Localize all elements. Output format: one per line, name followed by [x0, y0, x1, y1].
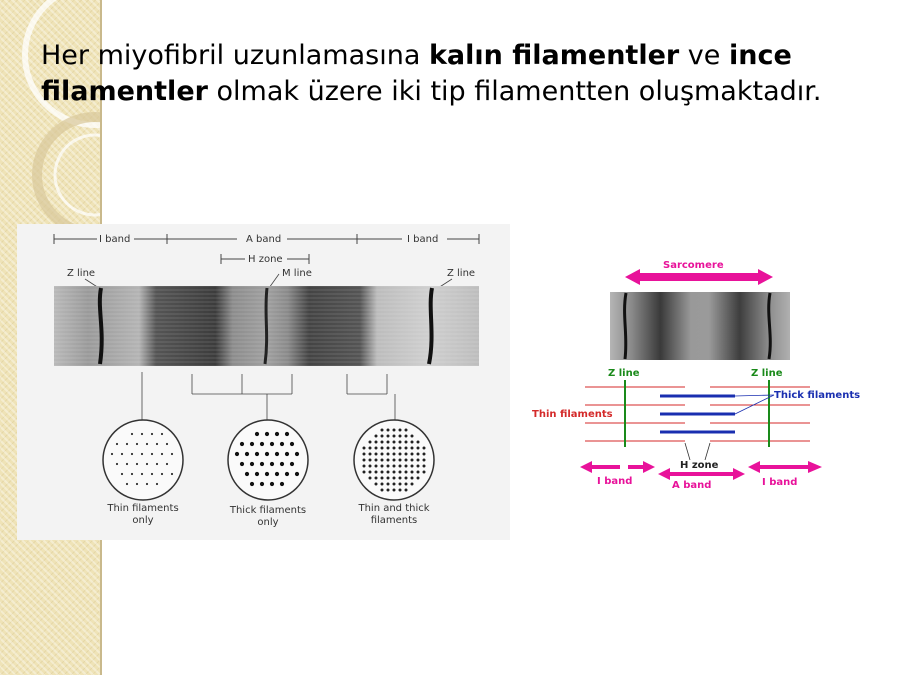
filament-dot: [393, 483, 396, 486]
filament-dot: [387, 465, 390, 468]
filament-dot: [369, 471, 372, 474]
filament-dot: [405, 471, 408, 474]
filament-dot: [275, 452, 279, 456]
filament-dot: [265, 452, 269, 456]
filament-dot: [375, 435, 378, 438]
filament-dot: [280, 482, 284, 486]
filament-dot: [369, 447, 372, 450]
filament-dot: [255, 432, 259, 436]
title-part-bold: ince filamentler: [41, 40, 792, 107]
filament-dot: [131, 453, 133, 455]
filament-dot: [161, 433, 163, 435]
filament-dot: [417, 459, 420, 462]
filament-dot: [270, 442, 274, 446]
filament-dot: [250, 482, 254, 486]
filament-dot: [375, 447, 378, 450]
filament-dot: [411, 477, 414, 480]
filament-dot: [423, 447, 426, 450]
filament-dot: [250, 462, 254, 466]
filament-dot: [136, 483, 138, 485]
filament-dot: [363, 453, 366, 456]
z-line-right-mark: [429, 288, 432, 364]
filament-dot: [141, 433, 143, 435]
filament-dot: [417, 447, 420, 450]
filament-dot: [387, 489, 390, 492]
filament-dot: [381, 459, 384, 462]
sarcomere-schematic-figure: [530, 255, 870, 495]
filament-dot: [423, 471, 426, 474]
filament-dot: [393, 465, 396, 468]
cross-section-thick: [228, 420, 308, 500]
filament-dot: [417, 453, 420, 456]
filament-dot: [245, 452, 249, 456]
filament-dot: [387, 447, 390, 450]
filament-dot: [270, 482, 274, 486]
i-band-left-label: I band: [99, 234, 131, 245]
filament-dot: [405, 447, 408, 450]
filament-dot: [146, 463, 148, 465]
h-zone-label: H zone: [680, 460, 719, 471]
filament-dot: [381, 447, 384, 450]
filament-dot: [399, 489, 402, 492]
filament-dot: [141, 453, 143, 455]
filament-dot: [136, 443, 138, 445]
filament-dot: [387, 471, 390, 474]
filament-dot: [161, 453, 163, 455]
title-part: ve: [679, 40, 729, 71]
filament-dot: [399, 459, 402, 462]
filament-dot: [375, 471, 378, 474]
filament-dot: [381, 429, 384, 432]
filament-dot: [151, 453, 153, 455]
filament-dot: [151, 433, 153, 435]
filament-dot: [405, 441, 408, 444]
schematic-drawing: [530, 255, 870, 495]
filament-dot: [280, 462, 284, 466]
filament-dot: [285, 452, 289, 456]
filament-dot: [146, 443, 148, 445]
filament-dot: [399, 447, 402, 450]
cross-section-thick-label-1: Thick filaments: [229, 505, 307, 516]
schematic-micrograph: [610, 292, 790, 360]
m-line-mark: [265, 288, 267, 364]
title-part: Her miyofibril uzunlamasına: [41, 40, 429, 71]
filament-dot: [275, 432, 279, 436]
filament-dot: [126, 463, 128, 465]
filament-dot: [393, 459, 396, 462]
filament-dot: [151, 473, 153, 475]
filament-dot: [393, 441, 396, 444]
filament-dot: [387, 441, 390, 444]
filament-dot: [411, 465, 414, 468]
cross-section-both-label-1: Thin and thick: [358, 503, 430, 514]
filament-dot: [411, 471, 414, 474]
filament-dot: [255, 452, 259, 456]
filament-dot: [399, 429, 402, 432]
filament-dot: [363, 459, 366, 462]
filament-dot: [369, 477, 372, 480]
filament-dot: [171, 473, 173, 475]
filament-dot: [381, 441, 384, 444]
filament-dot: [146, 483, 148, 485]
filament-dot: [285, 432, 289, 436]
filament-dot: [411, 447, 414, 450]
filament-dot: [166, 443, 168, 445]
filament-dot: [381, 477, 384, 480]
filament-dot: [156, 483, 158, 485]
cross-section-thin-label-2: only: [132, 515, 154, 526]
filament-dot: [387, 453, 390, 456]
filament-dot: [363, 447, 366, 450]
z-line-right-label: Z line: [751, 368, 783, 379]
filament-dot: [423, 453, 426, 456]
filament-dot: [363, 471, 366, 474]
filament-dot: [285, 472, 289, 476]
filament-dot: [423, 459, 426, 462]
filament-dot: [250, 442, 254, 446]
micrograph-drawing: [17, 224, 510, 540]
i-band-left-label: I band: [597, 476, 633, 487]
filament-dot: [399, 453, 402, 456]
cross-section-thin: [103, 420, 183, 500]
filament-dot: [111, 453, 113, 455]
filament-dot: [405, 465, 408, 468]
filament-dot: [295, 472, 299, 476]
z-line-left-label: Z line: [608, 368, 640, 379]
i-band-right-label: I band: [762, 477, 798, 488]
filament-dot: [375, 477, 378, 480]
filament-dot: [393, 477, 396, 480]
filament-dot: [381, 471, 384, 474]
cross-section-thick-label-2: only: [257, 517, 279, 528]
filament-dot: [260, 462, 264, 466]
filament-dot: [260, 482, 264, 486]
i-band-right-arrow: [748, 461, 822, 473]
z-line-left-label: Z line: [67, 268, 96, 279]
filament-dot: [240, 442, 244, 446]
filament-dot: [417, 465, 420, 468]
filament-dot: [121, 473, 123, 475]
filament-dot: [399, 471, 402, 474]
filament-dot: [399, 465, 402, 468]
filament-dot: [393, 489, 396, 492]
filament-dot: [411, 435, 414, 438]
filament-dot: [417, 471, 420, 474]
filament-dot: [369, 459, 372, 462]
filament-dot: [381, 465, 384, 468]
filament-dot: [393, 471, 396, 474]
filament-dot: [393, 435, 396, 438]
thick-filaments-label: Thick filaments: [774, 390, 861, 401]
filament-dot: [280, 442, 284, 446]
thick-filaments-lines: [660, 396, 735, 432]
filament-dot: [381, 489, 384, 492]
filament-dot: [387, 429, 390, 432]
z-line-right-label: Z line: [447, 268, 476, 279]
slide-title: [41, 38, 886, 110]
filament-dot: [399, 441, 402, 444]
sarcomere-label: Sarcomere: [663, 260, 724, 271]
filament-dot: [290, 462, 294, 466]
filament-dot: [290, 442, 294, 446]
filament-dot: [375, 453, 378, 456]
filament-dot: [381, 483, 384, 486]
filament-dot: [369, 441, 372, 444]
cross-section-both-label-2: filaments: [370, 515, 418, 526]
filament-dot: [375, 459, 378, 462]
i-band-right-label: I band: [407, 234, 439, 245]
filament-dot: [131, 433, 133, 435]
filament-dot: [411, 483, 414, 486]
title-part-bold: kalın filamentler: [428, 40, 680, 71]
filament-dot: [423, 465, 426, 468]
z-line-left-mark: [100, 288, 102, 364]
title-part: olmak üzere iki tip filamentten oluşmaktadır.: [207, 76, 822, 107]
filament-dot: [393, 429, 396, 432]
cross-section-both: [354, 420, 434, 500]
thin-filaments-label: Thin filaments: [532, 409, 613, 420]
filament-dot: [405, 459, 408, 462]
cross-section-thin-label-1: Thin filaments: [107, 503, 179, 514]
filament-dot: [116, 463, 118, 465]
filament-dot: [393, 453, 396, 456]
filament-dot: [295, 452, 299, 456]
a-band-label: A band: [672, 480, 712, 491]
filament-dot: [417, 441, 420, 444]
filament-dot: [381, 435, 384, 438]
filament-dot: [387, 459, 390, 462]
filament-dot: [126, 483, 128, 485]
filament-dot: [126, 443, 128, 445]
h-zone-label: H zone: [248, 254, 283, 265]
filament-dot: [121, 453, 123, 455]
filament-dot: [375, 441, 378, 444]
m-line-label: M line: [282, 268, 312, 279]
filament-dot: [136, 463, 138, 465]
filament-dot: [405, 489, 408, 492]
filament-dot: [399, 477, 402, 480]
filament-dot: [399, 483, 402, 486]
filament-dot: [166, 463, 168, 465]
filament-dot: [387, 483, 390, 486]
filament-dot: [363, 465, 366, 468]
filament-dot: [375, 483, 378, 486]
sarcomere-arrow: [625, 269, 773, 285]
filament-dot: [369, 465, 372, 468]
filament-dot: [235, 452, 239, 456]
filament-dot: [393, 447, 396, 450]
filament-dot: [405, 477, 408, 480]
filament-dot: [156, 443, 158, 445]
filament-dot: [405, 429, 408, 432]
filament-dot: [161, 473, 163, 475]
filament-dot: [255, 472, 259, 476]
filament-dot: [417, 477, 420, 480]
filament-dot: [141, 473, 143, 475]
filament-dot: [270, 462, 274, 466]
filament-dot: [405, 483, 408, 486]
filament-dot: [240, 462, 244, 466]
filament-dot: [387, 477, 390, 480]
filament-dot: [375, 465, 378, 468]
filament-dot: [405, 453, 408, 456]
filament-dot: [381, 453, 384, 456]
filament-dot: [245, 472, 249, 476]
filament-dot: [275, 472, 279, 476]
filament-dot: [411, 441, 414, 444]
filament-dot: [411, 453, 414, 456]
filament-dot: [116, 443, 118, 445]
filament-dot: [411, 459, 414, 462]
filament-dot: [260, 442, 264, 446]
filament-dot: [405, 435, 408, 438]
filament-dot: [369, 453, 372, 456]
filament-dot: [156, 463, 158, 465]
filament-dot: [265, 472, 269, 476]
a-band-label: A band: [246, 234, 282, 245]
filament-dot: [265, 432, 269, 436]
filament-dot: [387, 435, 390, 438]
filament-dot: [171, 453, 173, 455]
filament-dot: [399, 435, 402, 438]
sarcomere-micrograph-figure: [17, 224, 510, 540]
filament-dot: [131, 473, 133, 475]
